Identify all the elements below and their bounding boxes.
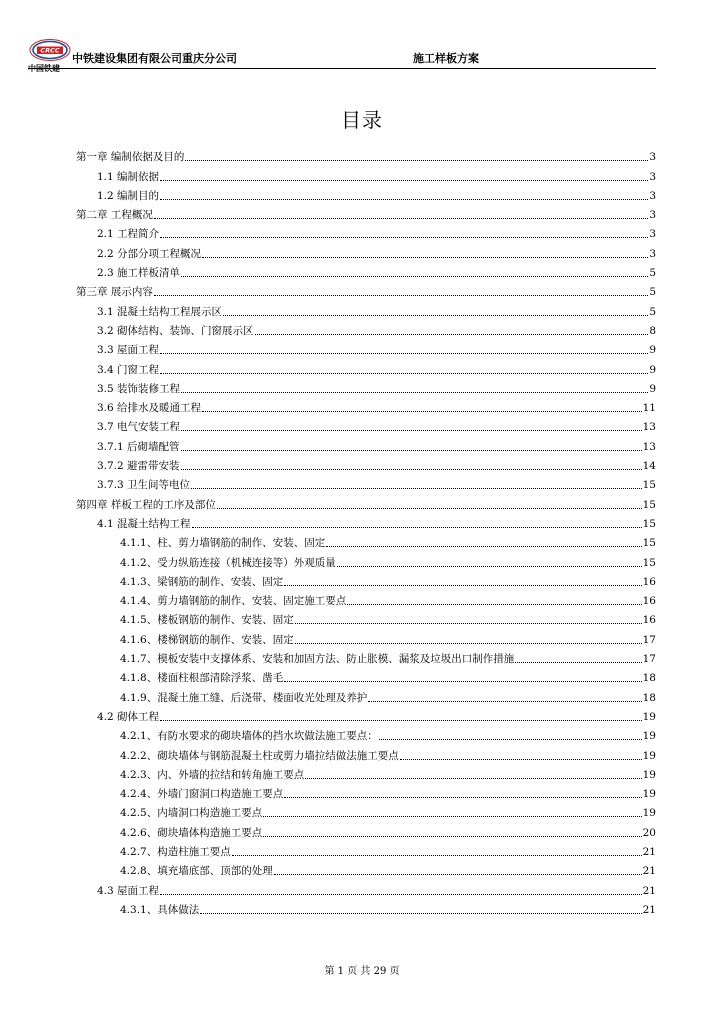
- toc-entry[interactable]: [76, 840, 656, 859]
- toc-dot-leader: [181, 392, 648, 393]
- toc-page-number: 18: [642, 672, 656, 685]
- logo-caption: 中国铁建: [28, 64, 60, 73]
- toc-page-number: 15: [642, 479, 656, 492]
- toc-page-number: 19: [642, 749, 656, 762]
- toc-entry-text: 3.7.1 后砌墙配管: [97, 440, 180, 453]
- toc-entry-text: 4.1.8、楼面柱根部清除浮浆、凿毛: [120, 672, 284, 685]
- toc-entry-text: 4.3.1、具体做法: [120, 903, 200, 916]
- toc-entry[interactable]: [76, 570, 656, 589]
- toc-dot-leader: [295, 623, 642, 624]
- toc-entry[interactable]: [76, 898, 656, 917]
- toc-page-number: 19: [642, 807, 656, 820]
- toc-page-number: 17: [642, 653, 656, 666]
- toc-page-number: 18: [642, 691, 656, 704]
- toc-entry-text: 4.2.7、构造柱施工要点: [120, 845, 231, 858]
- toc-dot-leader: [200, 913, 641, 914]
- toc-page-number: 20: [642, 826, 656, 839]
- toc-page-number: 17: [642, 633, 656, 646]
- toc-entry-text: 4.2.8、填充墙底部、顶部的处理: [120, 865, 273, 878]
- toc-dot-leader: [400, 759, 642, 760]
- toc-entry-text: 3.6 给排水及暖通工程: [97, 402, 202, 415]
- toc-entry[interactable]: [76, 415, 656, 434]
- toc-entry[interactable]: [76, 377, 656, 396]
- toc-entry-text: 4.2.5、内墙洞口构造施工要点: [120, 807, 263, 820]
- toc-entry[interactable]: [76, 299, 656, 318]
- toc-entry[interactable]: [76, 820, 656, 839]
- toc-dot-leader: [263, 836, 641, 837]
- toc-dot-leader: [284, 681, 641, 682]
- toc-entry[interactable]: [76, 647, 656, 666]
- toc-entry[interactable]: [76, 222, 656, 241]
- toc-entry[interactable]: [76, 319, 656, 338]
- toc-page-number: 13: [642, 421, 656, 434]
- toc-dot-leader: [160, 237, 648, 238]
- toc-dot-leader: [305, 778, 641, 779]
- toc-entry-text: 第一章 编制依据及目的: [76, 151, 185, 164]
- toc-entry-text: 4.1 混凝土结构工程: [97, 517, 191, 530]
- toc-dot-leader: [274, 874, 642, 875]
- toc-dot-leader: [192, 527, 642, 528]
- page-header: [28, 38, 656, 73]
- toc-entry-text: 4.2.2、砌块墙体与钢筋混凝土柱或剪力墙拉结做法施工要点: [120, 749, 399, 762]
- toc-entry[interactable]: [76, 184, 656, 203]
- toc-dot-leader: [255, 334, 649, 335]
- toc-entry-text: 3.7.3 卫生间等电位: [97, 479, 191, 492]
- toc-entry-text: 3.4 门窗工程: [97, 363, 160, 376]
- toc-entry-text: 3.5 装饰装修工程: [97, 382, 181, 395]
- toc-dot-leader: [160, 373, 648, 374]
- toc-entry[interactable]: [76, 357, 656, 376]
- toc-entry-text: 1.1 编制依据: [97, 170, 160, 183]
- toc-entry[interactable]: [76, 801, 656, 820]
- toc-entry-text: 2.2 分部分项工程概况: [97, 247, 202, 260]
- toc-entry[interactable]: [76, 396, 656, 415]
- toc-entry[interactable]: [76, 454, 656, 473]
- toc-entry-text: 3.3 屋面工程: [97, 344, 160, 357]
- toc-page-number: 19: [642, 710, 656, 723]
- toc-entry-text: 2.3 施工样板清单: [97, 267, 181, 280]
- toc-dot-leader: [337, 566, 642, 567]
- toc-dot-leader: [284, 585, 641, 586]
- toc-entry[interactable]: [76, 782, 656, 801]
- toc-entry-text: 4.3 屋面工程: [97, 884, 160, 897]
- toc-entry-text: 3.7 电气安装工程: [97, 421, 181, 434]
- toc-entry-text: 4.1.3、梁钢筋的制作、安装、固定: [120, 575, 284, 588]
- toc-entry[interactable]: [76, 531, 656, 550]
- toc-page-number: 14: [642, 460, 656, 473]
- toc-entry[interactable]: [76, 492, 656, 511]
- toc-entry-text: 4.2.4、外墙门窗洞口构造施工要点: [120, 788, 284, 801]
- toc-entry[interactable]: [76, 473, 656, 492]
- toc-dot-leader: [191, 488, 642, 489]
- logo-text: CRCC: [40, 46, 60, 55]
- toc-page-number: 15: [642, 556, 656, 569]
- toc-entry[interactable]: [76, 550, 656, 569]
- toc-entry[interactable]: [76, 743, 656, 762]
- toc-entry[interactable]: [76, 261, 656, 280]
- company-name: 中铁建设集团有限公司重庆分公司: [72, 52, 237, 65]
- toc-dot-leader: [154, 218, 648, 219]
- toc-entry-text: 4.2.3、内、外墙的拉结和转角施工要点: [120, 768, 305, 781]
- toc-entry[interactable]: [76, 338, 656, 357]
- toc-dot-leader: [379, 739, 642, 740]
- toc-dot-leader: [181, 450, 642, 451]
- toc-dot-leader: [284, 797, 641, 798]
- toc-dot-leader: [160, 720, 642, 721]
- toc-dot-leader: [181, 469, 642, 470]
- toc-entry[interactable]: [76, 589, 656, 608]
- toc-entry[interactable]: [76, 763, 656, 782]
- toc-page-number: 21: [642, 845, 656, 858]
- toc-dot-leader: [154, 295, 648, 296]
- toc-dot-leader: [232, 855, 642, 856]
- toc-dot-leader: [263, 816, 641, 817]
- toc-page-number: 16: [642, 595, 656, 608]
- toc-page-number: 21: [642, 865, 656, 878]
- toc-page-number: 19: [642, 730, 656, 743]
- toc-dot-leader: [160, 199, 648, 200]
- toc-page-number: 21: [642, 903, 656, 916]
- toc-page-number: 21: [642, 884, 656, 897]
- toc-page-number: 16: [642, 614, 656, 627]
- page-footer: 第 1 页 共 29 页: [324, 966, 400, 977]
- toc-entry-text: 4.1.5、楼板钢筋的制作、安装、固定: [120, 614, 294, 627]
- toc-title: 目录: [341, 108, 383, 132]
- toc-entry-text: 4.2.6、砌块墙体构造施工要点: [120, 826, 263, 839]
- toc-page-number: 5: [649, 305, 656, 318]
- toc-entry-text: 4.1.7、模板安装中支撑体系、安装和加固方法、防止胀模、漏浆及垃圾出口制作措施: [120, 653, 515, 666]
- toc-entry[interactable]: [76, 241, 656, 260]
- toc-entry-text: 3.7.2 避雷带安装: [97, 460, 180, 473]
- toc-page-number: 8: [649, 324, 656, 337]
- toc-entry[interactable]: [76, 705, 656, 724]
- toc-entry-text: 第四章 样板工程的工序及部位: [76, 498, 216, 511]
- toc-page-number: 15: [642, 537, 656, 550]
- toc-entry-text: 4.1.9、混凝土施工缝、后浇带、楼面收光处理及养护: [120, 691, 368, 704]
- toc-page-number: 3: [649, 170, 656, 183]
- toc-entry[interactable]: [76, 627, 656, 646]
- toc-page-number: 15: [642, 498, 656, 511]
- toc-page-number: 9: [649, 344, 656, 357]
- toc-page-number: 19: [642, 788, 656, 801]
- document-title: 施工样板方案: [413, 52, 479, 65]
- toc-page-number: 3: [649, 209, 656, 222]
- toc-entry[interactable]: [76, 164, 656, 183]
- toc-dot-leader: [515, 662, 641, 663]
- toc-dot-leader: [160, 894, 642, 895]
- toc-page-number: 5: [649, 286, 656, 299]
- toc-page-number: 5: [649, 267, 656, 280]
- toc-page-number: 11: [642, 402, 656, 415]
- toc-entry[interactable]: [76, 280, 656, 299]
- toc-page-number: 15: [642, 517, 656, 530]
- toc-page-number: 3: [649, 151, 656, 164]
- toc-dot-leader: [326, 546, 641, 547]
- toc-dot-leader: [295, 643, 642, 644]
- toc-dot-leader: [160, 180, 648, 181]
- toc-entry[interactable]: [76, 859, 656, 878]
- toc-dot-leader: [202, 411, 642, 412]
- toc-page-number: 3: [649, 247, 656, 260]
- toc-page-number: 9: [649, 363, 656, 376]
- toc-dot-leader: [223, 315, 648, 316]
- toc-dot-leader: [347, 604, 641, 605]
- toc-entry-text: 4.1.2、受力纵筋连接（机械连接等）外观质量: [120, 556, 336, 569]
- toc-dot-leader: [217, 508, 642, 509]
- toc-entry[interactable]: [76, 512, 656, 531]
- toc-entry[interactable]: [76, 203, 656, 222]
- toc-page-number: 3: [649, 228, 656, 241]
- toc-entry[interactable]: [76, 685, 656, 704]
- toc-entry-text: 4.1.6、楼梯钢筋的制作、安装、固定: [120, 633, 294, 646]
- toc-entry[interactable]: [76, 878, 656, 897]
- toc-entry[interactable]: [76, 434, 656, 453]
- toc-entry[interactable]: [76, 145, 656, 164]
- toc-entry-text: 2.1 工程简介: [97, 228, 160, 241]
- toc-entry[interactable]: [76, 608, 656, 627]
- toc-entry-text: 4.1.1、柱、剪力墙钢筋的制作、安装、固定: [120, 537, 326, 550]
- toc-entry-text: 3.2 砌体结构、装饰、门窗展示区: [97, 324, 254, 337]
- toc-entry-text: 第二章 工程概况: [76, 209, 153, 222]
- toc-page-number: 3: [649, 189, 656, 202]
- toc-entry[interactable]: [76, 724, 656, 743]
- toc-dot-leader: [181, 430, 642, 431]
- toc-entry[interactable]: [76, 666, 656, 685]
- toc-dot-leader: [181, 276, 648, 277]
- table-of-contents: [76, 145, 656, 917]
- toc-entry-text: 3.1 混凝土结构工程展示区: [97, 305, 223, 318]
- toc-dot-leader: [160, 353, 648, 354]
- toc-dot-leader: [202, 257, 648, 258]
- toc-entry-text: 4.1.4、剪力墙钢筋的制作、安装、固定施工要点: [120, 595, 347, 608]
- toc-page-number: 16: [642, 575, 656, 588]
- toc-page-number: 9: [649, 382, 656, 395]
- toc-dot-leader: [368, 701, 641, 702]
- toc-entry-text: 1.2 编制目的: [97, 189, 160, 202]
- toc-entry-text: 4.2.1、有防水要求的砌块墙体的挡水坎做法施工要点：: [120, 730, 378, 743]
- toc-entry-text: 4.2 砌体工程: [97, 710, 160, 723]
- toc-page-number: 13: [642, 440, 656, 453]
- toc-page-number: 19: [642, 768, 656, 781]
- toc-entry-text: 第三章 展示内容: [76, 286, 153, 299]
- toc-dot-leader: [185, 160, 648, 161]
